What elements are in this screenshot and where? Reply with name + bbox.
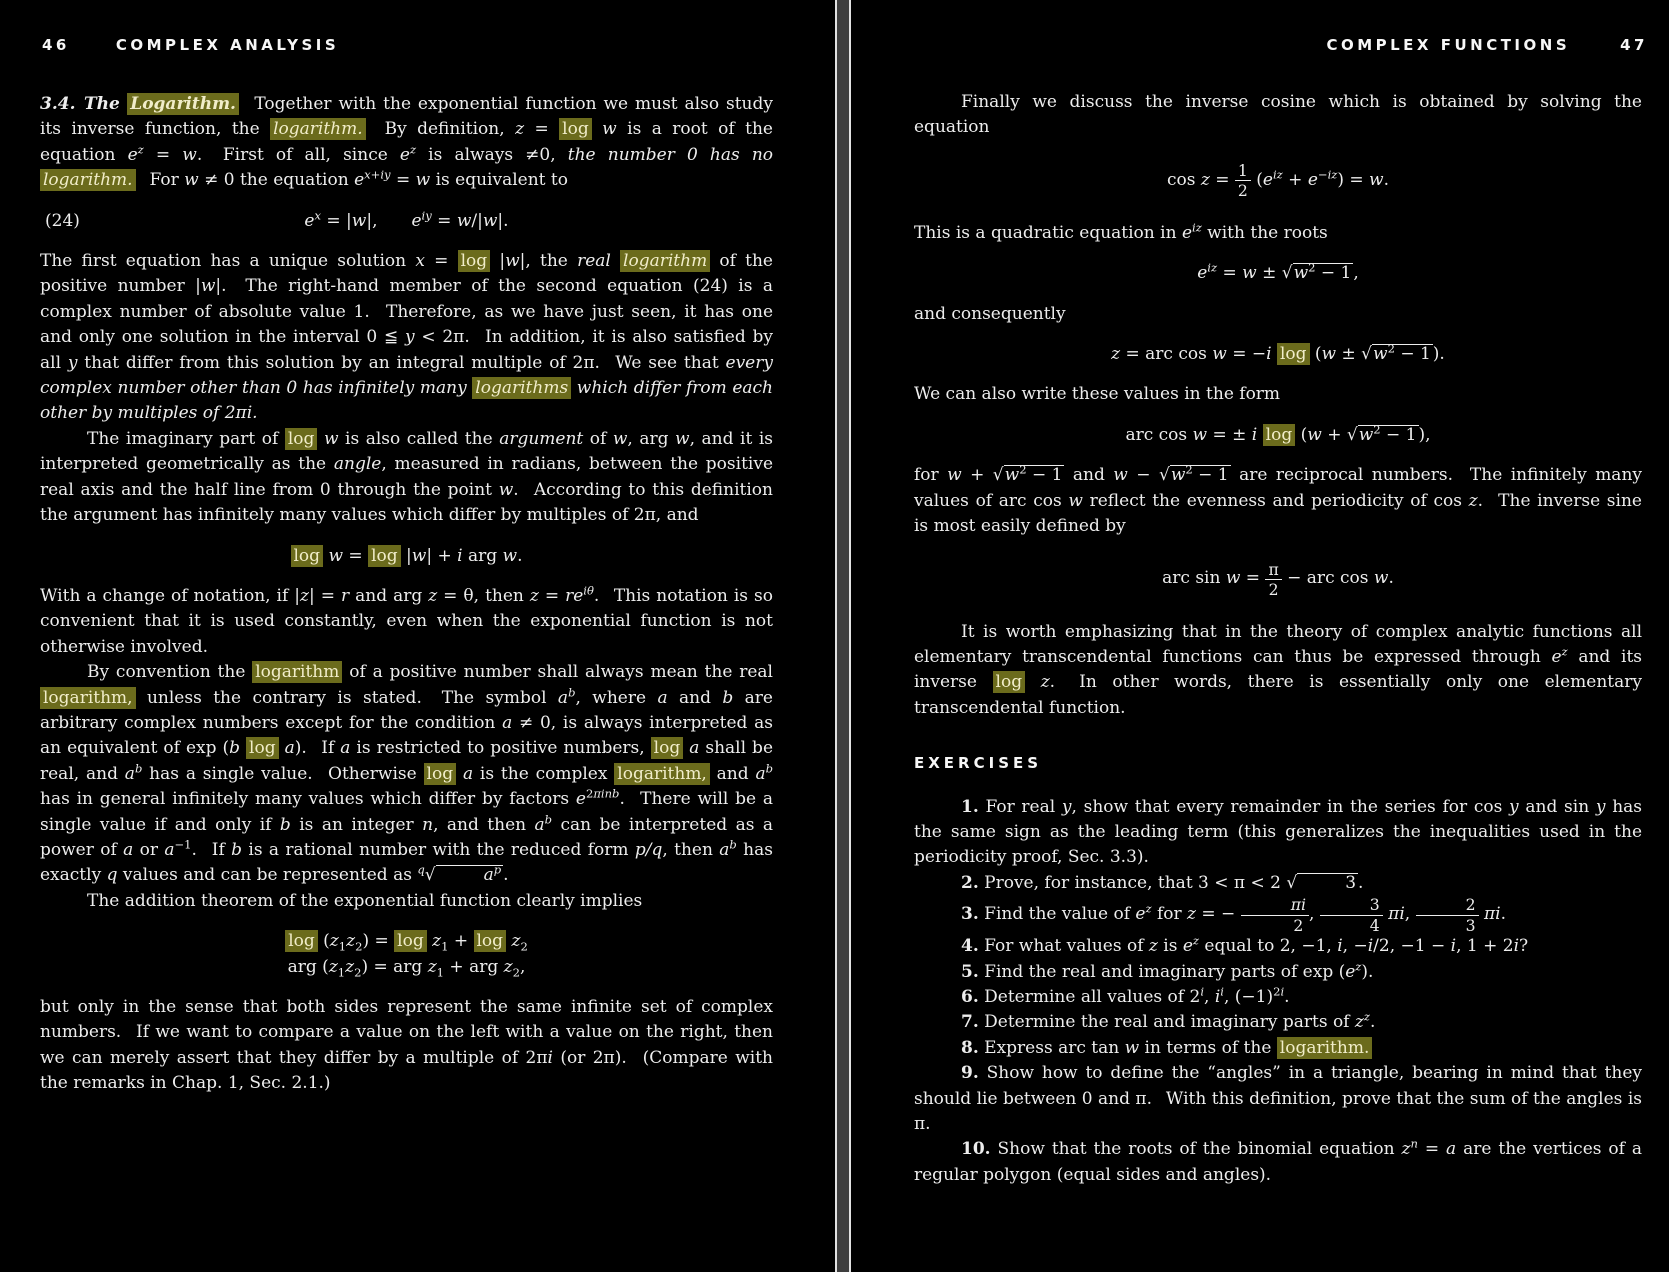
left-page-column bbox=[40, 0, 773, 1097]
exercise-number: 1. bbox=[961, 796, 979, 817]
paragraph-unique-solution: The first equation has a unique solution x = log |w|, the real logarithm of the positive number |w|. The right-hand member of the second equation (24) is a complex number of absolute value 1. Therefore, as we have just seen, it has one and only one solution in the interval 0 ≦ y < 2π. In addition, it is also satisfied by all y that differ from this solution by an integral multiple of 2π. We see that every complex number other than 0 has infinitely many logarithms which differ from each other by multiples of 2πi. bbox=[40, 251, 773, 424]
exercise-item-1 bbox=[914, 795, 1642, 871]
exercise-text: For real y, show that every remainder in the series for cos y and sin y has the same sign as the leading term (this generalizes the inequalities used in the periodicity proof, Sec. 3.3). bbox=[914, 796, 1643, 868]
exercise-text: Show that the roots of the binomial equation $z^n = a$ are the vertices of a regular polygon (equal sides and angles). bbox=[914, 1136, 1643, 1185]
page-gutter-line-right bbox=[849, 0, 851, 1272]
exercise-number: 7. bbox=[961, 1012, 979, 1033]
exercise-text: Determine the real and imaginary parts of $z^z$. bbox=[984, 1009, 1376, 1033]
exercise-number: 3. bbox=[961, 903, 979, 924]
running-head-title-right: COMPLEX FUNCTIONS bbox=[1326, 36, 1571, 54]
equation-cos-z-body: cos z = $\frac{1}{2}$ $(e^{iz} + e^{-iz}) = w$. bbox=[1166, 160, 1389, 201]
page-gutter-bar bbox=[837, 0, 849, 1272]
exercises-heading: EXERCISES bbox=[914, 754, 1043, 773]
exercise-number: 2. bbox=[961, 872, 979, 893]
exercise-number: 6. bbox=[961, 987, 979, 1008]
equation-arccos-2-body: arc cos w = ± i $\log (w + √w^2 - 1$ ), bbox=[1125, 422, 1431, 445]
exercise-item-10 bbox=[914, 1137, 1642, 1188]
exercise-text: Prove, for instance, that 3 < π < 2 √ 3 . bbox=[984, 872, 1364, 893]
exercise-item-2 bbox=[914, 871, 1642, 896]
paragraph-change-of-notation: With a change of notation, if |z| = r and arg z = θ, then $z = re^{i\theta}$. This notation is so convenient that it is used constantly, even when the exponential function is not otherwise involved. bbox=[40, 583, 773, 657]
equation-eiz-roots bbox=[914, 261, 1642, 286]
equation-arcsin bbox=[914, 561, 1642, 599]
paragraph-quadratic-equation: This is a quadratic equation in $e^{iz}$ with the roots bbox=[914, 220, 1328, 243]
equation-arccos-1 bbox=[914, 342, 1642, 367]
paragraph-and-consequently: and consequently bbox=[914, 303, 1066, 324]
page-number-left: 46 bbox=[42, 36, 70, 54]
paragraph-write-values-form: We can also write these values in the form bbox=[914, 384, 1281, 405]
equation-log-product-line2: arg $(z_1z_2)$ = arg $z_1$ + arg $z_2$, bbox=[287, 956, 526, 979]
equation-eiz-roots-body: $e^{iz} = w \pm √w^2 - 1$ , bbox=[1197, 260, 1359, 284]
right-page-column bbox=[914, 0, 1642, 1188]
exercise-item-6 bbox=[914, 985, 1642, 1010]
equation-24 bbox=[40, 209, 773, 234]
exercise-text: Express arc tan w in terms of the logarithm. bbox=[984, 1037, 1372, 1059]
equation-24-body: $e^x = |w|$, $e^{iy} = w/|w|$. bbox=[304, 207, 509, 231]
exercise-number: 8. bbox=[961, 1037, 979, 1058]
equation-arccos-1-body: z = arc cos w = −i $\log (w \pm √w^2 - 1$ ). bbox=[1111, 341, 1445, 365]
exercise-item-7 bbox=[914, 1010, 1642, 1035]
equation-log-product-line1: $\log (z_1z_2) = \log z_1 + \log z_2$ bbox=[40, 929, 773, 954]
equation-24-label: (24) bbox=[45, 210, 80, 231]
exercise-text: Show how to define the “angles” in a triangle, bearing in mind that they should lie between 0 and π. With this definition, prove that the sum of the angles is π. bbox=[914, 1063, 1643, 1135]
running-head-title-left: COMPLEX ANALYSIS bbox=[115, 36, 340, 54]
equation-log-w-body: log w = log |w| + i arg w. bbox=[291, 545, 523, 567]
exercise-number: 4. bbox=[961, 936, 979, 957]
paragraph-infinite-set: but only in the sense that both sides represent the same infinite set of complex numbers. If we want to compare a value on the left with a value on the right, then we can merely assert that they differ by a multiple of 2πi (or 2π). (Compare with the remarks in Chap. 1, Sec. 2.1.) bbox=[40, 997, 773, 1094]
exercise-item-4 bbox=[914, 934, 1642, 959]
exercise-text: Find the real and imaginary parts of $\exp (e^z)$. bbox=[984, 958, 1374, 982]
paragraph-imaginary-part-argument: The imaginary part of log w is also called the argument of w, arg w, and it is interpreted geometrically as the angle, measured in radians, between the positive real axis and the half line from 0 through the point w. According to this definition the argument has infinitely many values which differ by multiples of 2π, and bbox=[40, 428, 774, 526]
equation-log-product bbox=[40, 929, 773, 980]
exercise-number: 10. bbox=[961, 1139, 991, 1160]
paragraph-worth-emphasizing: It is worth emphasizing that in the theory of complex analytic functions all elementary transcendental functions can thus be expressed through $e^z$ and its inverse log z. In other words, there is essentially only one elementary transcendental function. bbox=[914, 621, 1642, 718]
exercise-number: 5. bbox=[961, 961, 979, 982]
equation-arcsin-body: arc sin w = $\frac{\pi}{2}$ − arc cos w. bbox=[1162, 559, 1394, 600]
paragraph-addition-theorem: The addition theorem of the exponential function clearly implies bbox=[87, 890, 643, 911]
paragraph-convention-logarithm: By convention the logarithm of a positive number shall always mean the real logarithm, unless the contrary is stated. The symbol $a^b$, where a and b are arbitrary complex numbers except for the condition a ≠ 0, is always interpreted as an equivalent of exp (b log a). If a is restricted to positive numbers, log a shall be real, and $a^b$ has a single value. Otherwise log a is the complex logarithm, and $a^b$ has in general infinitely many values which differ by factors $e^{2\pi inb}$. There will be a single value if and only if b is an integer n, and then $a^b$ can be interpreted as a power of a or $a^{-1}$. If b is a rational number with the reduced form p/q, then $a^b$ has exactly q values and can be represented as $^q$√ $a^p$ . bbox=[40, 662, 774, 886]
exercise-text: For what values of z is $e^z$ equal to 2, −1, i, −i/2, −1 − i, 1 + 2i? bbox=[984, 933, 1529, 957]
paragraph-reciprocal-numbers: for $w + √w^2 - 1$ and $w - √w^2 - 1$ are reciprocal numbers. The infinitely many values of arc cos w reflect the evenness and periodicity of cos z. The inverse sine is most easily defined by bbox=[914, 462, 1642, 537]
equation-cos-z bbox=[914, 162, 1642, 200]
exercise-text: Determine all values of 2$^i$, $i^i$, $(-1)^{2i}$. bbox=[984, 984, 1290, 1008]
exercise-item-3 bbox=[914, 896, 1642, 934]
exercise-item-9 bbox=[914, 1061, 1642, 1137]
equation-arccos-2 bbox=[914, 423, 1642, 448]
equation-log-w bbox=[40, 544, 773, 569]
exercise-text: Find the value of $e^z$ for z = − $\frac{\pi i}{2}$ , $\frac{3}{4}$ πi, $\frac{2}{3}$ πi. bbox=[984, 895, 1506, 935]
exercise-item-8 bbox=[914, 1036, 1642, 1061]
exercise-item-5 bbox=[914, 960, 1642, 985]
paragraph-section-3-4-logarithm: 3.4. The Logarithm. Together with the exponential function we must also study its inverse function, the logarithm. By definition, z = log w is a root of the equation $e^z = w$. First of all, since $e^z$ is always ≠0, the number 0 has no logarithm. For w ≠ 0 the equation $e^{x+iy} = w$ is equivalent to bbox=[40, 94, 774, 191]
exercise-number: 9. bbox=[961, 1063, 979, 1084]
page-number-right: 47 bbox=[1620, 36, 1648, 54]
paragraph-inverse-cosine: Finally we discuss the inverse cosine which is obtained by solving the equation bbox=[914, 92, 1642, 138]
